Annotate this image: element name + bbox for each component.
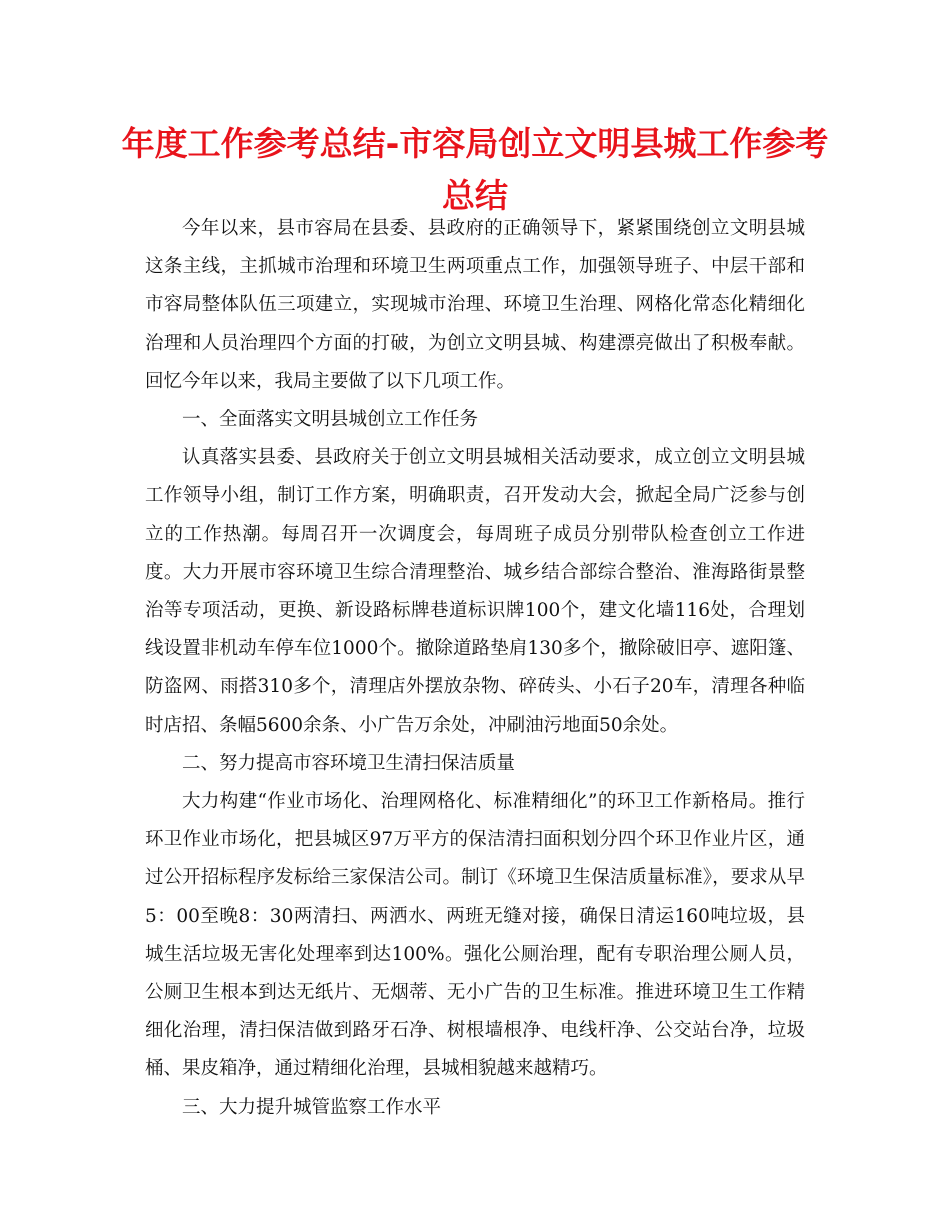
section-heading-3: 三、大力提升城管监察工作水平: [182, 1096, 442, 1118]
section-heading-2: 二、努力提高市容环境卫生清扫保洁质量: [182, 752, 516, 774]
paragraph-intro: 今年以来，县市容局在县委、县政府的正确领导下，紧紧围绕创立文明县城这条主线，主抓城市治理和环境卫生两项重点工作，加强领导班子、中层干部和市容局整体队伍三项建立，实现城市治理、环境卫生治理、网格化常态化精细化治理和人员治理四个方面的打破，为创立文明县城、构建漂亮做出了积极奉献。回忆今年以来，我局主要做了以下几项工作。: [145, 218, 805, 392]
section-heading-1: 一、全面落实文明县城创立工作任务: [182, 409, 479, 431]
document-body: [145, 210, 805, 1127]
paragraph-section-1: 认真落实县委、县政府关于创立文明县城相关活动要求，成立创立文明县城工作领导小组，制订工作方案，明确职责，召开发动大会，掀起全局广泛参与创立的工作热潮。每周召开一次调度会，每周班子成员分别带队检查创立工作进度。大力开展市容环境卫生综合清理整治、城乡结合部综合整治、淮海路街景整治等专项活动，更换、新设路标牌巷道标识牌100个，建文化墙116处，合理划线设置非机动车停车位1000个。撤除道路垫肩130多个，撤除破旧亭、遮阳篷、防盗网、雨搭310多个，清理店外摆放杂物、碎砖头、小石子20车，清理各种临时店招、条幅5600余条、小广告万余处，冲刷油污地面50余处。: [145, 447, 805, 736]
paragraph-section-2: 大力构建“作业市场化、治理网格化、标准精细化”的环卫工作新格局。推行环卫作业市场化，把县城区97万平方的保洁清扫面积划分四个环卫作业片区，通过公开招标程序发标给三家保洁公司。制订《环境卫生保洁质量标准》，要求从早5：00至晚8：30两清扫、两洒水、两班无缝对接，确保日清运160吨垃圾，县城生活垃圾无害化处理率到达100%。强化公厕治理，配有专职治理公厕人员，公厕卫生根本到达无纸片、无烟蒂、无小广告的卫生标准。推进环境卫生工作精细化治理，清扫保洁做到路牙石净、树根墙根净、电线杆净、公交站台净，垃圾桶、果皮箱净，通过精细化治理，县城相貌越来越精巧。: [145, 791, 805, 1080]
document-title: 年度工作参考总结-市容局创立文明县城工作参考总结: [121, 124, 829, 215]
